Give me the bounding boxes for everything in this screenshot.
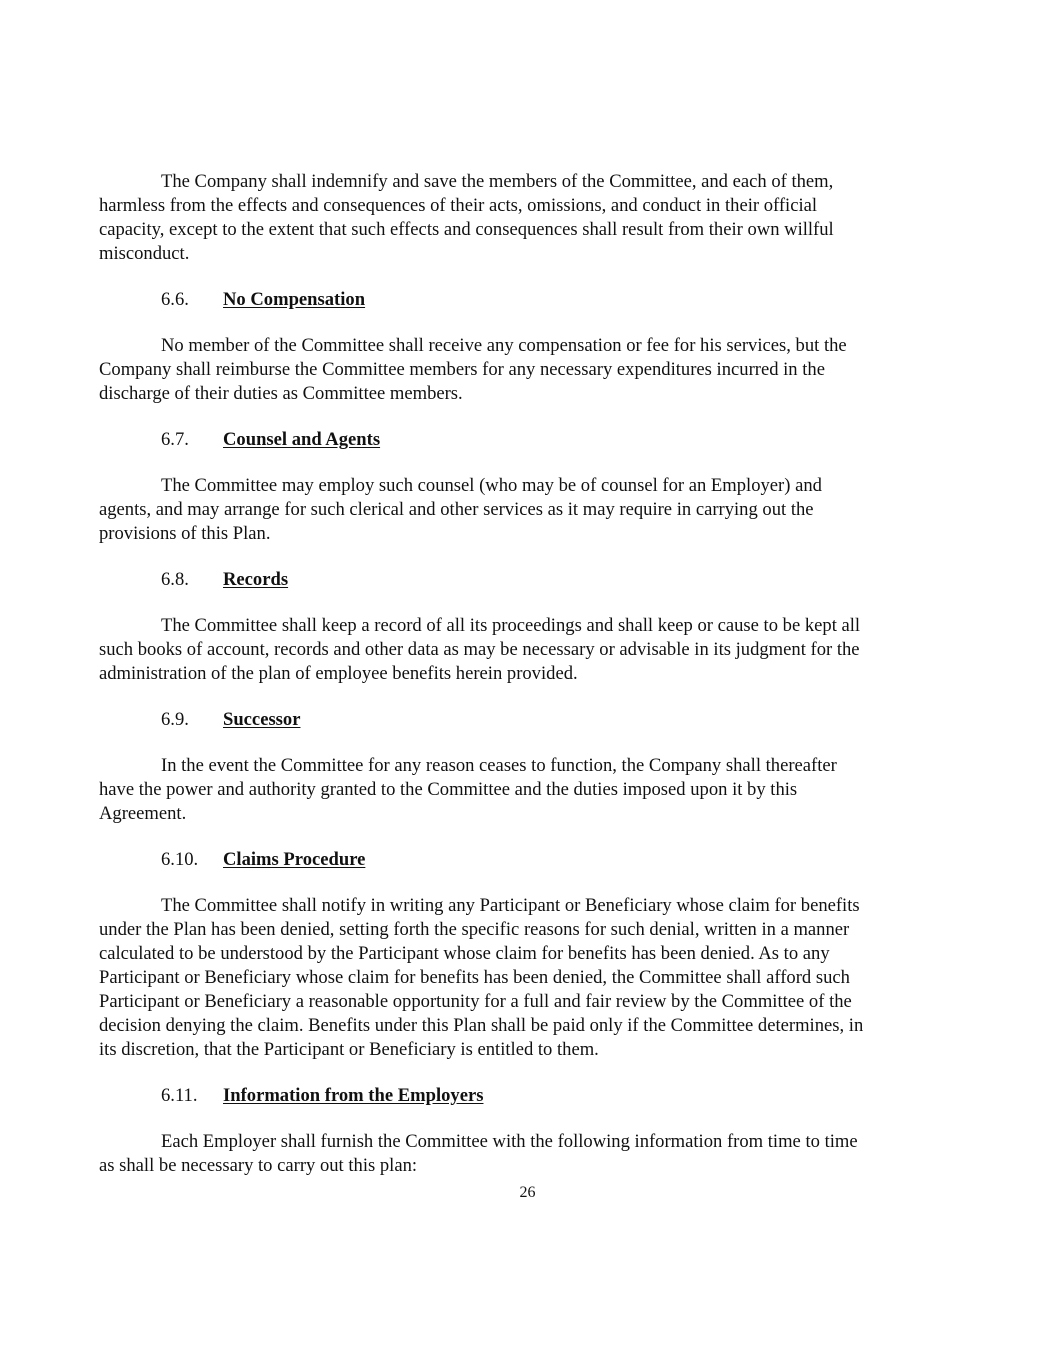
section-number: 6.11. (161, 1085, 198, 1106)
text-line: under the Plan has been denied, setting forth the specific reasons for such denial, written in a manner (99, 919, 850, 940)
section-paragraph-6-11 (99, 1130, 959, 1178)
text-line: provisions of this Plan. (99, 523, 271, 544)
section-heading-6-10 (99, 848, 959, 872)
text-line: Agreement. (99, 803, 187, 824)
intro-paragraph (99, 170, 959, 266)
text-line: Company shall reimburse the Committee members for any necessary expenditures incurred in the (99, 359, 825, 380)
section-title: No Compensation (223, 289, 366, 310)
section-heading-6-11 (99, 1084, 959, 1108)
section-number: 6.10. (161, 849, 199, 870)
text-line: The Company shall indemnify and save the members of the Committee, and each of them, (161, 171, 834, 192)
text-line: The Committee shall keep a record of all its proceedings and shall keep or cause to be kept all (161, 615, 861, 636)
text-line: administration of the plan of employee benefits herein provided. (99, 663, 578, 684)
page-number: 26 (519, 1184, 536, 1201)
section-heading-6-8 (99, 568, 959, 592)
section-number: 6.8. (161, 569, 189, 590)
text-line: capacity, except to the extent that such effects and consequences shall result from their own willful (99, 219, 834, 240)
section-number: 6.9. (161, 709, 189, 730)
text-line: The Committee may employ such counsel (who may be of counsel for an Employer) and (161, 475, 822, 496)
text-line: Each Employer shall furnish the Committee with the following information from time to time (161, 1131, 858, 1152)
section-paragraph-6-10 (99, 894, 959, 1062)
text-line: No member of the Committee shall receive any compensation or fee for his services, but the (161, 335, 847, 356)
text-line: its discretion, that the Participant or Beneficiary is entitled to them. (99, 1039, 599, 1060)
section-heading-6-7 (99, 428, 959, 452)
section-number: 6.6. (161, 289, 189, 310)
text-line: Participant or Beneficiary whose claim for benefits has been denied, the Committee shall afford such (99, 967, 850, 988)
text-line: The Committee shall notify in writing any Participant or Beneficiary whose claim for benefits (161, 895, 860, 916)
section-heading-6-9 (99, 708, 959, 732)
section-title: Information from the Employers (223, 1085, 484, 1106)
section-title: Records (223, 569, 289, 590)
section-number: 6.7. (161, 429, 189, 450)
section-title: Successor (223, 709, 301, 730)
text-line: decision denying the claim. Benefits under this Plan shall be paid only if the Committee determines, in (99, 1015, 864, 1036)
section-heading-6-6 (99, 288, 959, 312)
text-line: as shall be necessary to carry out this plan: (99, 1155, 418, 1176)
section-paragraph-6-7 (99, 474, 959, 546)
text-line: Participant or Beneficiary a reasonable opportunity for a full and fair review by the Committee of the (99, 991, 852, 1012)
section-title: Claims Procedure (223, 849, 366, 870)
text-line: such books of account, records and other data as may be necessary or advisable in its judgment for the (99, 639, 860, 660)
text-line: have the power and authority granted to the Committee and the duties imposed upon it by this (99, 779, 798, 800)
text-line: harmless from the effects and consequences of their acts, omissions, and conduct in their official (99, 195, 818, 216)
text-line: discharge of their duties as Committee members. (99, 383, 463, 404)
text-line: calculated to be understood by the Participant whose claim for benefits has been denied. As to any (99, 943, 830, 964)
text-line: agents, and may arrange for such clerical and other services as it may require in carrying out the (99, 499, 814, 520)
text-line: In the event the Committee for any reason ceases to function, the Company shall thereafter (161, 755, 837, 776)
section-paragraph-6-6 (99, 334, 959, 406)
section-paragraph-6-8 (99, 614, 959, 686)
text-line: misconduct. (99, 243, 190, 264)
section-paragraph-6-9 (99, 754, 959, 826)
section-title: Counsel and Agents (223, 429, 381, 450)
document-page (99, 170, 959, 1200)
